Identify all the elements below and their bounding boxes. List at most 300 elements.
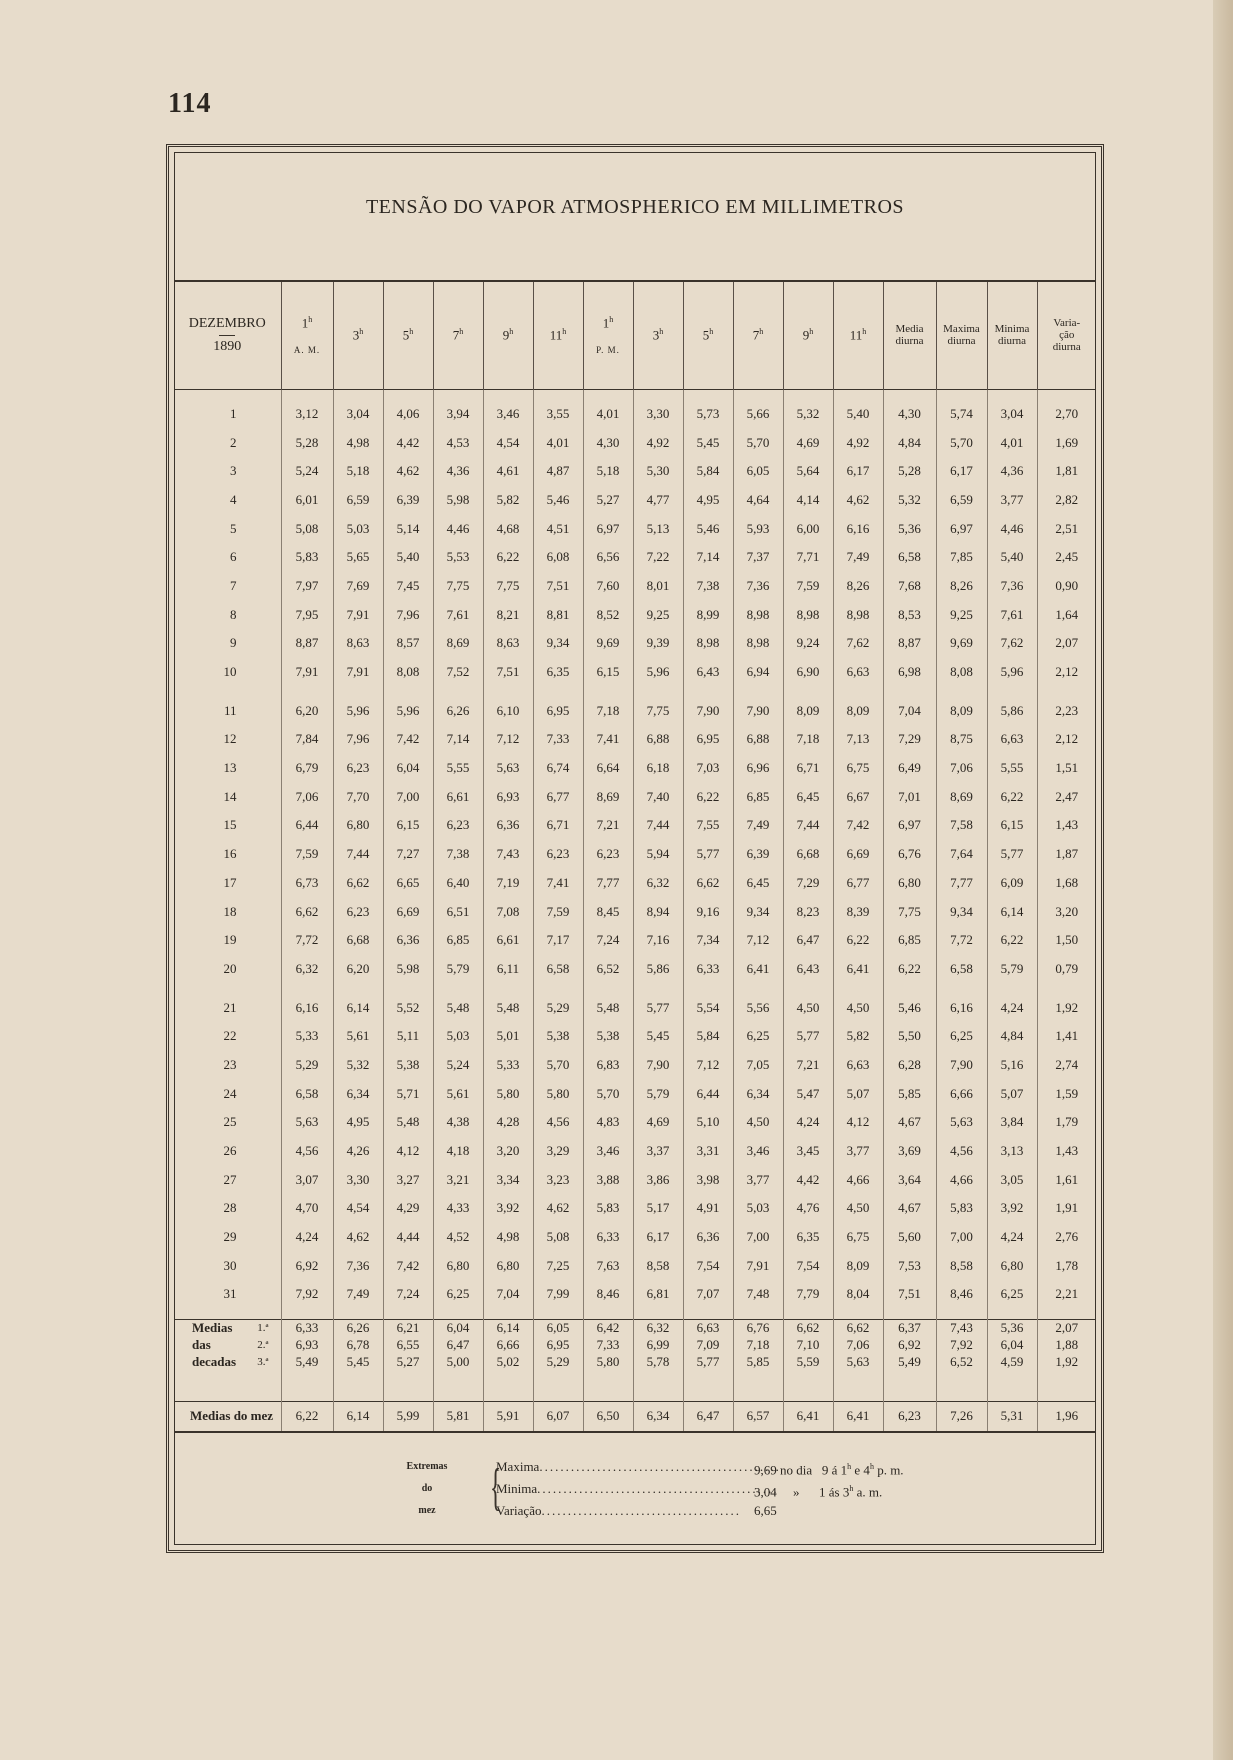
header-minima-line: Minima bbox=[994, 323, 1030, 336]
decade-value: 6,04 bbox=[987, 1337, 1037, 1354]
decade-value: 7,43 bbox=[936, 1319, 987, 1337]
value-cell: 2,07 bbox=[1037, 629, 1096, 658]
day-row bbox=[174, 1022, 1096, 1051]
value-cell: 4,46 bbox=[433, 514, 483, 543]
value-cell: 7,51 bbox=[483, 658, 533, 687]
hour-suffix: h bbox=[849, 1484, 854, 1493]
day-row bbox=[174, 993, 1096, 1022]
value-cell: 9,34 bbox=[936, 897, 987, 926]
value-cell: 5,71 bbox=[383, 1079, 433, 1108]
value-cell: 4,52 bbox=[433, 1223, 483, 1252]
table-title: TENSÃO DO VAPOR ATMOSPHERICO EM MILLIMETROS bbox=[365, 196, 905, 218]
value-cell: 4,62 bbox=[383, 457, 433, 486]
value-cell: 6,15 bbox=[583, 658, 633, 687]
value-cell: 6,28 bbox=[883, 1051, 936, 1080]
header-maxima-line: Maxima bbox=[943, 323, 980, 336]
value-cell: 6,05 bbox=[733, 457, 783, 486]
value-cell: 3,20 bbox=[1037, 897, 1096, 926]
day-number: 15 bbox=[223, 817, 237, 833]
value-cell: 7,99 bbox=[533, 1280, 583, 1309]
value-cell: 6,58 bbox=[936, 955, 987, 984]
value-cell: 5,83 bbox=[281, 543, 333, 572]
extremes-label bbox=[392, 1456, 462, 1522]
value-cell: 5,24 bbox=[433, 1051, 483, 1080]
value-cell: 7,16 bbox=[633, 926, 683, 955]
value-cell: 7,00 bbox=[733, 1223, 783, 1252]
value-cell: 6,88 bbox=[733, 725, 783, 754]
decade-value: 6,62 bbox=[833, 1319, 883, 1337]
value-cell: 8,46 bbox=[936, 1280, 987, 1309]
value-cell: 6,33 bbox=[583, 1223, 633, 1252]
day-number: 14 bbox=[223, 788, 237, 804]
value-cell: 7,36 bbox=[733, 572, 783, 601]
day-row bbox=[174, 457, 1096, 486]
header-hour-suffix: h bbox=[862, 327, 867, 337]
value-cell: 5,83 bbox=[583, 1194, 633, 1223]
value-cell: 6,62 bbox=[333, 869, 383, 898]
decade-value: 6,21 bbox=[383, 1319, 433, 1337]
header-hour-suffix: h bbox=[459, 327, 464, 337]
value-cell: 7,38 bbox=[433, 840, 483, 869]
value-cell: 5,29 bbox=[533, 993, 583, 1022]
value-cell: 5,03 bbox=[733, 1194, 783, 1223]
value-cell: 4,67 bbox=[883, 1194, 936, 1223]
value-cell: 2,45 bbox=[1037, 543, 1096, 572]
value-cell: 4,50 bbox=[833, 993, 883, 1022]
value-cell: 5,83 bbox=[936, 1194, 987, 1223]
decade-value: 6,78 bbox=[333, 1337, 383, 1354]
day-number: 13 bbox=[223, 760, 237, 776]
value-cell: 3,31 bbox=[683, 1137, 733, 1166]
header-hour-12 bbox=[833, 281, 883, 389]
value-cell: 4,83 bbox=[583, 1108, 633, 1137]
extreme-value bbox=[754, 1500, 777, 1522]
monthly-value: 6,41 bbox=[783, 1401, 833, 1431]
value-cell: 6,34 bbox=[333, 1079, 383, 1108]
day-row bbox=[174, 955, 1096, 984]
value-cell: 6,23 bbox=[333, 897, 383, 926]
day-number: 2 bbox=[230, 434, 237, 450]
value-cell: 6,39 bbox=[733, 840, 783, 869]
value-cell: 4,51 bbox=[533, 514, 583, 543]
value-cell: 7,52 bbox=[433, 658, 483, 687]
decade-value: 5,49 bbox=[281, 1354, 333, 1371]
decade-value: 6,33 bbox=[281, 1319, 333, 1337]
value-cell: 4,92 bbox=[833, 428, 883, 457]
day-row bbox=[174, 869, 1096, 898]
value-cell: 8,98 bbox=[733, 629, 783, 658]
value-cell: 7,72 bbox=[936, 926, 987, 955]
value-cell: 5,55 bbox=[433, 754, 483, 783]
value-cell: 7,45 bbox=[383, 572, 433, 601]
value-cell: 6,83 bbox=[583, 1051, 633, 1080]
value-cell: 8,04 bbox=[833, 1280, 883, 1309]
value-cell: 6,35 bbox=[533, 658, 583, 687]
value-cell: 7,12 bbox=[483, 725, 533, 754]
value-cell: 6,68 bbox=[333, 926, 383, 955]
value-cell: 7,90 bbox=[683, 696, 733, 725]
value-cell: 6,95 bbox=[533, 696, 583, 725]
header-maxima bbox=[936, 281, 987, 389]
value-cell: 4,67 bbox=[883, 1108, 936, 1137]
day-number: 18 bbox=[223, 903, 237, 919]
header-hour-suffix: h bbox=[609, 315, 614, 325]
value-cell: 6,22 bbox=[987, 782, 1037, 811]
value-cell: 1,68 bbox=[1037, 869, 1096, 898]
value-cell: 6,62 bbox=[683, 869, 733, 898]
value-cell: 7,77 bbox=[583, 869, 633, 898]
value-cell: 6,32 bbox=[633, 869, 683, 898]
value-cell: 6,25 bbox=[987, 1280, 1037, 1309]
value-cell: 7,85 bbox=[936, 543, 987, 572]
value-cell: 7,04 bbox=[883, 696, 936, 725]
value-cell: 7,90 bbox=[936, 1051, 987, 1080]
value-cell: 4,69 bbox=[633, 1108, 683, 1137]
decade-value: 6,47 bbox=[433, 1337, 483, 1354]
value-cell: 4,12 bbox=[833, 1108, 883, 1137]
value-cell: 6,49 bbox=[883, 754, 936, 783]
header-variacao-line: Varia- bbox=[1053, 317, 1081, 330]
value-cell: 5,03 bbox=[433, 1022, 483, 1051]
value-cell: 8,23 bbox=[783, 897, 833, 926]
value-cell: 5,03 bbox=[333, 514, 383, 543]
header-minima-line: diurna bbox=[997, 335, 1027, 348]
value-cell: 7,77 bbox=[936, 869, 987, 898]
value-cell: 6,47 bbox=[783, 926, 833, 955]
header-hour-6 bbox=[533, 281, 583, 389]
header-hour-number: 3 bbox=[352, 327, 360, 343]
decade-value: 6,95 bbox=[533, 1337, 583, 1354]
value-cell: 5,93 bbox=[733, 514, 783, 543]
value-cell: 6,22 bbox=[883, 955, 936, 984]
value-cell: 4,50 bbox=[733, 1108, 783, 1137]
extreme-name-text: Minima bbox=[496, 1481, 538, 1496]
value-cell: 7,49 bbox=[833, 543, 883, 572]
value-cell: 3,04 bbox=[987, 400, 1037, 429]
day-number: 31 bbox=[223, 1286, 237, 1302]
decade-value: 4,59 bbox=[987, 1354, 1037, 1371]
decade-row bbox=[174, 1319, 1096, 1337]
value-cell: 9,16 bbox=[683, 897, 733, 926]
value-cell: 6,90 bbox=[783, 658, 833, 687]
value-cell: 8,52 bbox=[583, 600, 633, 629]
value-cell: 5,77 bbox=[987, 840, 1037, 869]
value-cell: 6,59 bbox=[936, 486, 987, 515]
day-row bbox=[174, 572, 1096, 601]
value-cell: 9,39 bbox=[633, 629, 683, 658]
value-cell: 1,50 bbox=[1037, 926, 1096, 955]
value-cell: 7,03 bbox=[683, 754, 733, 783]
value-cell: 5,13 bbox=[633, 514, 683, 543]
value-cell: 7,42 bbox=[383, 1251, 433, 1280]
header-hour-number: 3 bbox=[652, 327, 660, 343]
value-cell: 6,76 bbox=[883, 840, 936, 869]
value-cell: 5,86 bbox=[987, 696, 1037, 725]
header-media bbox=[883, 281, 936, 389]
table-body bbox=[174, 389, 1096, 1432]
extreme-name-text: Maxima bbox=[496, 1459, 540, 1474]
day-number: 26 bbox=[223, 1143, 237, 1159]
value-cell: 5,80 bbox=[483, 1079, 533, 1108]
value-cell: 3,29 bbox=[533, 1137, 583, 1166]
value-cell: 8,81 bbox=[533, 600, 583, 629]
leader-dots: .............................................. bbox=[537, 1481, 779, 1496]
day-row bbox=[174, 754, 1096, 783]
value-cell: 4,46 bbox=[987, 514, 1037, 543]
header-media-line: Media bbox=[895, 323, 924, 336]
value-cell: 6,58 bbox=[533, 955, 583, 984]
value-cell: 7,71 bbox=[783, 543, 833, 572]
value-cell: 4,54 bbox=[333, 1194, 383, 1223]
value-cell: 5,77 bbox=[633, 993, 683, 1022]
header-hour-8 bbox=[633, 281, 683, 389]
decade-value: 5,59 bbox=[783, 1354, 833, 1371]
value-cell: 7,36 bbox=[333, 1251, 383, 1280]
value-cell: 6,10 bbox=[483, 696, 533, 725]
value-cell: 3,84 bbox=[987, 1108, 1037, 1137]
value-cell: 7,00 bbox=[383, 782, 433, 811]
value-cell: 8,08 bbox=[383, 658, 433, 687]
value-cell: 3,20 bbox=[483, 1137, 533, 1166]
header-hour-7 bbox=[583, 281, 633, 389]
value-cell: 1,79 bbox=[1037, 1108, 1096, 1137]
value-cell: 6,11 bbox=[483, 955, 533, 984]
value-cell: 6,23 bbox=[533, 840, 583, 869]
day-row bbox=[174, 514, 1096, 543]
value-cell: 3,92 bbox=[483, 1194, 533, 1223]
value-cell: 7,54 bbox=[683, 1251, 733, 1280]
day-number: 28 bbox=[223, 1200, 237, 1216]
value-cell: 7,59 bbox=[783, 572, 833, 601]
value-cell: 5,98 bbox=[433, 486, 483, 515]
value-cell: 1,59 bbox=[1037, 1079, 1096, 1108]
day-number: 16 bbox=[223, 846, 237, 862]
page-edge bbox=[1213, 0, 1233, 1760]
value-cell: 2,12 bbox=[1037, 725, 1096, 754]
header-hour-suffix: h bbox=[759, 327, 764, 337]
value-cell: 7,38 bbox=[683, 572, 733, 601]
value-cell: 6,81 bbox=[633, 1280, 683, 1309]
monthly-value: 7,26 bbox=[936, 1401, 987, 1431]
decade-value: 5,00 bbox=[433, 1354, 483, 1371]
value-cell: 8,69 bbox=[583, 782, 633, 811]
value-cell: 6,01 bbox=[281, 486, 333, 515]
value-cell: 4,30 bbox=[583, 428, 633, 457]
header-hour-number: 5 bbox=[702, 327, 710, 343]
value-cell: 5,48 bbox=[483, 993, 533, 1022]
value-cell: 5,40 bbox=[383, 543, 433, 572]
row-gap bbox=[174, 389, 1096, 400]
value-cell: 4,42 bbox=[783, 1165, 833, 1194]
value-cell: 6,94 bbox=[733, 658, 783, 687]
value-cell: 5,48 bbox=[433, 993, 483, 1022]
day-number: 27 bbox=[223, 1171, 237, 1187]
decade-value: 6,14 bbox=[483, 1319, 533, 1337]
decade-value: 5,80 bbox=[583, 1354, 633, 1371]
decade-label-text: Medias bbox=[192, 1320, 233, 1336]
value-cell: 4,53 bbox=[433, 428, 483, 457]
day-number: 30 bbox=[223, 1257, 237, 1273]
value-cell: 4,12 bbox=[383, 1137, 433, 1166]
value-cell: 4,50 bbox=[833, 1194, 883, 1223]
value-cell: 6,80 bbox=[333, 811, 383, 840]
value-cell: 7,62 bbox=[987, 629, 1037, 658]
value-cell: 4,77 bbox=[633, 486, 683, 515]
value-cell: 7,14 bbox=[683, 543, 733, 572]
day-number: 5 bbox=[230, 520, 237, 536]
value-cell: 6,20 bbox=[333, 955, 383, 984]
decade-value: 5,63 bbox=[833, 1354, 883, 1371]
value-cell: 9,25 bbox=[633, 600, 683, 629]
value-cell: 6,25 bbox=[733, 1022, 783, 1051]
value-cell: 7,60 bbox=[583, 572, 633, 601]
header-hour-9 bbox=[683, 281, 733, 389]
value-cell: 7,34 bbox=[683, 926, 733, 955]
extremes-label-line: Extremas bbox=[406, 1461, 448, 1472]
value-cell: 6,69 bbox=[833, 840, 883, 869]
value-cell: 6,36 bbox=[383, 926, 433, 955]
value-cell: 3,27 bbox=[383, 1165, 433, 1194]
value-cell: 7,13 bbox=[833, 725, 883, 754]
header-hour-number: 9 bbox=[502, 327, 510, 343]
value-cell: 6,63 bbox=[833, 1051, 883, 1080]
value-cell: 7,21 bbox=[783, 1051, 833, 1080]
decade-number: 3.ª bbox=[257, 1356, 269, 1369]
value-cell: 4,66 bbox=[833, 1165, 883, 1194]
value-cell: 3,77 bbox=[733, 1165, 783, 1194]
decade-value: 6,99 bbox=[633, 1337, 683, 1354]
value-cell: 1,81 bbox=[1037, 457, 1096, 486]
value-cell: 8,09 bbox=[833, 696, 883, 725]
value-cell: 5,54 bbox=[683, 993, 733, 1022]
value-cell: 8,98 bbox=[783, 600, 833, 629]
value-cell: 4,95 bbox=[683, 486, 733, 515]
value-cell: 6,45 bbox=[733, 869, 783, 898]
value-cell: 7,96 bbox=[333, 725, 383, 754]
value-cell: 3,46 bbox=[483, 400, 533, 429]
value-cell: 5,45 bbox=[683, 428, 733, 457]
decade-value: 6,63 bbox=[683, 1319, 733, 1337]
header-minima bbox=[987, 281, 1037, 389]
value-cell: 7,40 bbox=[633, 782, 683, 811]
value-cell: 6,93 bbox=[483, 782, 533, 811]
value-cell: 5,96 bbox=[987, 658, 1037, 687]
extremes-label-line: do bbox=[421, 1483, 433, 1494]
header-hour-number: 5 bbox=[402, 327, 410, 343]
value-cell: 9,69 bbox=[583, 629, 633, 658]
value-cell: 5,66 bbox=[733, 400, 783, 429]
monthly-value: 6,22 bbox=[281, 1401, 333, 1431]
value-cell: 6,36 bbox=[483, 811, 533, 840]
value-cell: 5,40 bbox=[833, 400, 883, 429]
day-row bbox=[174, 1251, 1096, 1280]
value-cell: 7,61 bbox=[433, 600, 483, 629]
value-cell: 5,32 bbox=[333, 1051, 383, 1080]
extreme-value bbox=[754, 1478, 882, 1500]
value-cell: 7,08 bbox=[483, 897, 533, 926]
value-cell: 7,04 bbox=[483, 1280, 533, 1309]
decade-value: 6,62 bbox=[783, 1319, 833, 1337]
decade-value: 7,09 bbox=[683, 1337, 733, 1354]
value-cell: 7,06 bbox=[936, 754, 987, 783]
decade-number: 2.ª bbox=[257, 1339, 269, 1352]
value-cell: 5,32 bbox=[883, 486, 936, 515]
decade-value: 6,42 bbox=[583, 1319, 633, 1337]
value-cell: 0,79 bbox=[1037, 955, 1096, 984]
value-cell: 5,18 bbox=[583, 457, 633, 486]
value-cell: 6,41 bbox=[833, 955, 883, 984]
row-gap bbox=[174, 1309, 1096, 1320]
extreme-value-text: 3,04 » 1 ás 3 bbox=[754, 1484, 850, 1500]
value-cell: 6,22 bbox=[987, 926, 1037, 955]
value-cell: 3,34 bbox=[483, 1165, 533, 1194]
monthly-value: 6,57 bbox=[733, 1401, 783, 1431]
value-cell: 3,30 bbox=[633, 400, 683, 429]
extreme-name bbox=[496, 1456, 781, 1478]
value-cell: 2,70 bbox=[1037, 400, 1096, 429]
monthly-value: 5,31 bbox=[987, 1401, 1037, 1431]
value-cell: 6,14 bbox=[987, 897, 1037, 926]
value-cell: 7,27 bbox=[383, 840, 433, 869]
value-cell: 6,59 bbox=[333, 486, 383, 515]
header-pm: P. M. bbox=[596, 345, 620, 356]
value-cell: 8,46 bbox=[583, 1280, 633, 1309]
header-hour-number: 11 bbox=[849, 327, 863, 343]
value-cell: 6,77 bbox=[833, 869, 883, 898]
monthly-value: 6,07 bbox=[533, 1401, 583, 1431]
value-cell: 5,11 bbox=[383, 1022, 433, 1051]
value-cell: 2,74 bbox=[1037, 1051, 1096, 1080]
day-number: 10 bbox=[223, 664, 237, 680]
value-cell: 4,38 bbox=[433, 1108, 483, 1137]
decade-value: 6,52 bbox=[936, 1354, 987, 1371]
day-number: 12 bbox=[223, 731, 237, 747]
value-cell: 7,44 bbox=[783, 811, 833, 840]
value-cell: 1,69 bbox=[1037, 428, 1096, 457]
page-number: 114 bbox=[168, 88, 212, 119]
header-hour-suffix: h bbox=[562, 327, 567, 337]
value-cell: 4,70 bbox=[281, 1194, 333, 1223]
value-cell: 7,64 bbox=[936, 840, 987, 869]
value-cell: 4,28 bbox=[483, 1108, 533, 1137]
value-cell: 4,01 bbox=[533, 428, 583, 457]
value-cell: 5,85 bbox=[883, 1079, 936, 1108]
value-cell: 1,64 bbox=[1037, 600, 1096, 629]
value-cell: 7,43 bbox=[483, 840, 533, 869]
day-row bbox=[174, 1137, 1096, 1166]
value-cell: 4,30 bbox=[883, 400, 936, 429]
value-cell: 4,68 bbox=[483, 514, 533, 543]
value-cell: 8,21 bbox=[483, 600, 533, 629]
value-cell: 6,44 bbox=[683, 1079, 733, 1108]
value-cell: 7,92 bbox=[281, 1280, 333, 1309]
value-cell: 6,96 bbox=[733, 754, 783, 783]
value-cell: 7,95 bbox=[281, 600, 333, 629]
value-cell: 7,69 bbox=[333, 572, 383, 601]
value-cell: 3,88 bbox=[583, 1165, 633, 1194]
decade-value: 5,77 bbox=[683, 1354, 733, 1371]
value-cell: 4,87 bbox=[533, 457, 583, 486]
value-cell: 7,12 bbox=[733, 926, 783, 955]
value-cell: 7,58 bbox=[936, 811, 987, 840]
day-number: 11 bbox=[223, 702, 237, 718]
day-number: 8 bbox=[230, 606, 237, 622]
value-cell: 1,43 bbox=[1037, 1137, 1096, 1166]
value-cell: 8,58 bbox=[633, 1251, 683, 1280]
value-cell: 6,26 bbox=[433, 696, 483, 725]
value-cell: 6,97 bbox=[583, 514, 633, 543]
value-cell: 5,28 bbox=[281, 428, 333, 457]
